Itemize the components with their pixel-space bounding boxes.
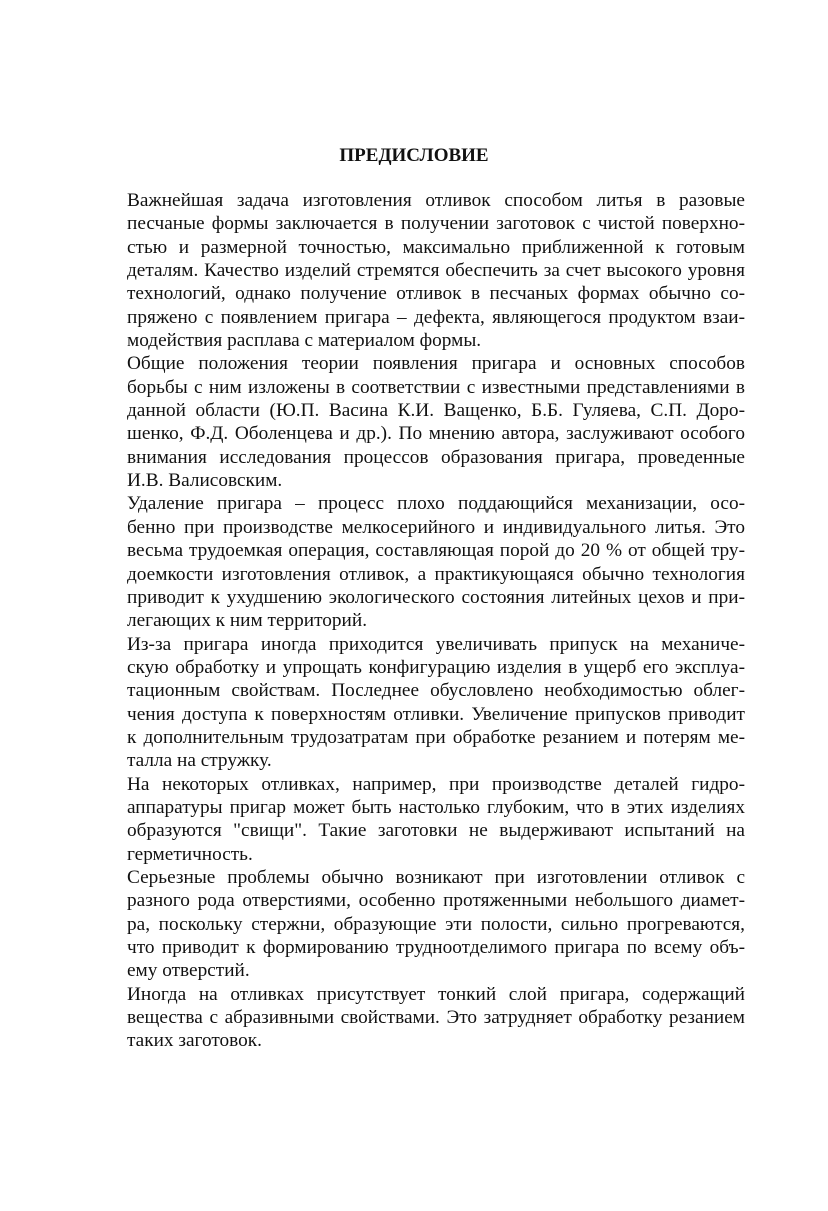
text-line: Удаление пригара – процесс плохо поддающийся механизации, осо- (127, 493, 745, 515)
text-line: доемкости изготовления отливок, а практикующаяся обычно технология (127, 563, 745, 585)
text-line: легающих к ним территорий. (127, 610, 368, 632)
text-line: образуются "свищи". Такие заготовки не выдерживают испытаний на (127, 820, 745, 842)
paragraph (84, 866, 745, 983)
text-line: песчаные формы заключается в получении заготовок с чистой поверхно- (127, 213, 745, 235)
paragraph (84, 492, 745, 632)
text-line: приводит к ухудшению экологического состояния литейных цехов и при- (127, 586, 745, 608)
text-line: пряжено с появлением пригара – дефекта, являющегося продуктом взаи- (127, 306, 745, 328)
text-line: аппаратуры пригар может быть настолько глубоким, что в этих изделиях (127, 796, 745, 818)
text-line: весьма трудоемкая операция, составляющая порой до 20 % от общей тру- (127, 540, 745, 562)
text-line: бенно при производстве мелкосерийного и индивидуального литья. Это (127, 516, 745, 538)
text-line: Из-за пригара иногда приходится увеличивать припуск на механиче- (127, 633, 745, 655)
text-line: чения доступа к поверхностям отливки. Увеличение припусков приводит (127, 703, 745, 725)
text-line: борьбы с ним изложены в соответствии с известными представлениями в (127, 376, 745, 398)
text-line: Иногда на отливках присутствует тонкий слой пригара, содержащий (127, 983, 745, 1005)
text-line: ра, поскольку стержни, образующие эти полости, сильно прогреваются, (127, 913, 745, 935)
page-title: ПРЕДИСЛОВИЕ (339, 145, 489, 166)
text-line: Важнейшая задача изготовления отливок способом литья в разовые (127, 190, 745, 211)
text-line: На некоторых отливках, например, при производстве деталей гидро- (127, 773, 745, 795)
text-line: скую обработку и упрощать конфигурацию изделия в ущерб его эксплуа- (127, 656, 745, 678)
text-line: данной области (Ю.П. Васина К.И. Ващенко, Б.Б. Гуляева, С.П. Доро- (127, 400, 745, 422)
text-line: разного рода отверстиями, особенно протяженными небольшого диамет- (127, 890, 745, 912)
text-line: технологий, однако получение отливок в песчаных формах обычно со- (127, 283, 745, 305)
paragraph (84, 773, 745, 866)
text-line: ему отверстий. (127, 960, 250, 982)
text-line: тационным свойствам. Последнее обусловлено необходимостью облег- (127, 680, 745, 702)
text-line: вещества с абразивными свойствами. Это затрудняет обработку резанием (127, 1007, 745, 1029)
text-line: к дополнительным трудозатратам при обработке резанием и потерям ме- (127, 726, 745, 748)
paragraph (84, 352, 745, 492)
text-line: деталям. Качество изделий стремятся обеспечить за счет высокого уровня (127, 260, 745, 282)
text-line: что приводит к формированию трудноотделимого пригара по всему объ- (127, 937, 745, 958)
text-line: И.В. Валисовским. (127, 470, 283, 492)
text-line: талла на стружку. (127, 750, 272, 772)
text-line: внимания исследования процессов образования пригара, проведенные (127, 446, 745, 468)
text-line: Серьезные проблемы обычно возникают при изготовлении отливок с (127, 866, 745, 888)
paragraph (84, 189, 745, 352)
text-line: таких заготовок. (127, 1030, 262, 1052)
text-line: стью и размерной точностью, максимально приближенной к готовым (127, 236, 745, 258)
paragraph (84, 633, 745, 773)
text-line: модействия расплава с материалом формы. (127, 330, 482, 352)
text-line: Общие положения теории появления пригара и основных способов (127, 353, 745, 375)
body-text (84, 189, 745, 1053)
paragraph (84, 983, 745, 1053)
text-line: герметичность. (127, 843, 253, 865)
text-line: шенко, Ф.Д. Оболенцева и др.). По мнению автора, заслуживают особого (127, 423, 745, 445)
